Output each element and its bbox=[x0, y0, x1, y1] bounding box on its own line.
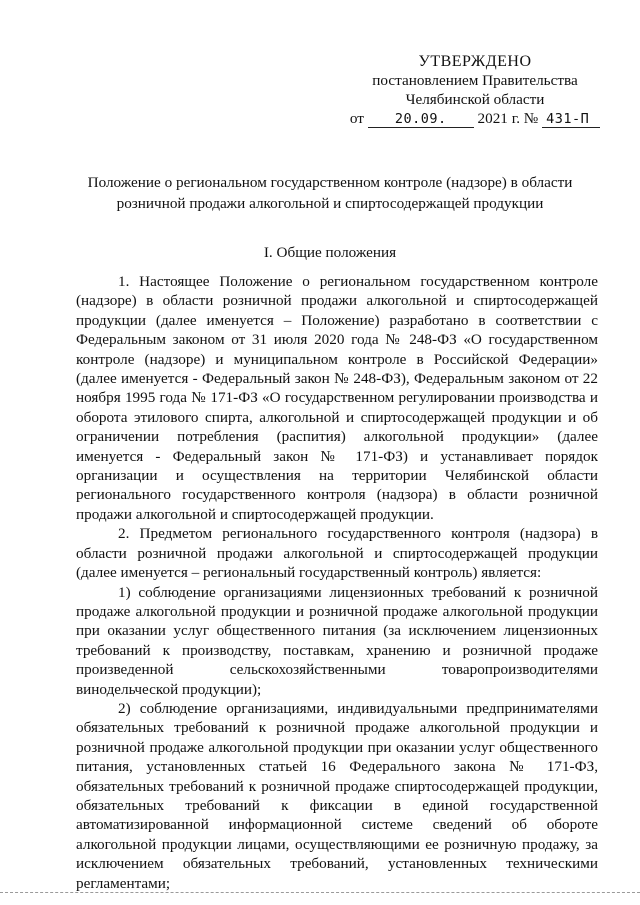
approval-date-value: 20.09. bbox=[368, 112, 474, 128]
paragraph-1: 1. Настоящее Положение о региональном государственном контроле (надзоре) в области розничной продажи алкогольной и спиртосодержащей продукции (далее именуется – Положение) разработано в соответствии с Федеральным законом от 31 июля 2020 года № 248-ФЗ «О государственном контроле (надзоре) и муниципальном контроле в Российской Федерации» (далее именуется - Федеральный закон № 248-ФЗ), Федеральным законом от 22 ноября 1995 года № 171-ФЗ «О государственном регулировании производства и оборота этилового спирта, алкогольной и спиртосодержащей продукции и об ограничении потребления (распития) алкогольной продукции» (далее именуется - Федеральный закон № 171-ФЗ) и устанавливает порядок организации и осуществления на территории Челябинской области регионального государственного контроля (надзора) в области розничной продажи алкогольной и спиртосодержащей продукции. bbox=[76, 273, 598, 523]
paragraph-2: 2. Предметом регионального государственного контроля (надзора) в области розничной продажи алкогольной и спиртосодержащей продукции (далее именуется – региональный государственный контроль) является: bbox=[76, 525, 598, 582]
approval-line-region: Челябинской области bbox=[405, 91, 545, 108]
approval-title: УТВЕРЖДЕНО bbox=[418, 53, 532, 70]
approval-number-value: 431-П bbox=[542, 112, 600, 128]
document-title bbox=[70, 172, 590, 214]
approval-date-prefix: от bbox=[349, 110, 364, 127]
approval-year-text: 2021 г. № bbox=[477, 110, 539, 127]
approval-stamp bbox=[340, 52, 610, 128]
document-title-line-2: розничной продажи алкогольной и спиртосодержащей продукции bbox=[116, 195, 544, 212]
document-title-line-1: Положение о региональном государственном контроле (надзоре) в области bbox=[87, 174, 573, 191]
section-heading: I. Общие положения bbox=[263, 244, 397, 261]
approval-line-resolution: постановлением Правительства bbox=[372, 72, 578, 89]
page-edge-divider bbox=[0, 892, 640, 893]
paragraph-2-item-1: 1) соблюдение организациями лицензионных требований к розничной продаже алкогольной продукции и розничной продаже алкогольной продукции при оказании услуг общественного питания (за исключением лицензионных требований к производству, поставкам, хранению и розничной продаже произведенной сельскохозяйственными товаропроизводителями винодельческой продукции); bbox=[76, 583, 598, 698]
document-body bbox=[76, 272, 598, 893]
approval-date-line bbox=[340, 109, 610, 128]
paragraph-2-item-2: 2) соблюдение организациями, индивидуальными предпринимателями обязательных требований к розничной продаже алкогольной продукции и розничной продаже алкогольной продукции при оказании услуг общественного питания, установленных статьей 16 Федерального закона № 171-ФЗ, обязательных требований к розничной продаже спиртосодержащей продукции, обязательных требований к фиксации в единой государственной автоматизированной информационной системе сведений об обороте алкогольной продукции лицами, осуществляющими ее розничную продажу, за исключением обязательных требований, установленных техническими регламентами; bbox=[76, 699, 598, 892]
